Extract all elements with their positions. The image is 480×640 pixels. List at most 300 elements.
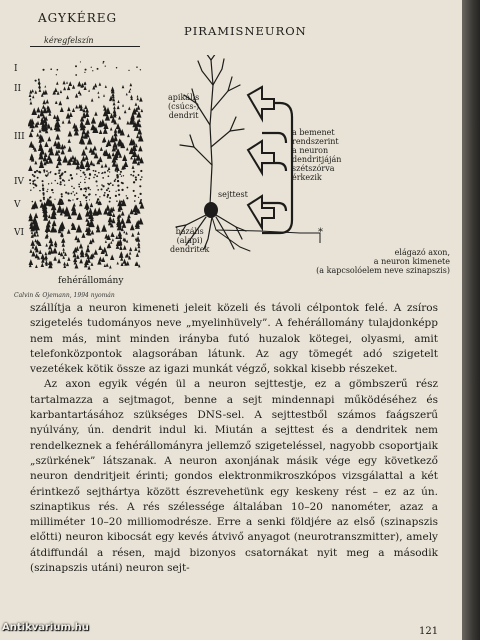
cortex-cell-mark [29,249,32,253]
cortex-cell-mark [68,130,73,136]
cortex-cell-mark [63,80,66,84]
cortex-cell-mark [90,189,91,190]
cortex-cell-mark [77,198,78,199]
cortex-cell-mark [123,161,128,167]
cortex-cell-mark [106,140,111,146]
cortex-cell-mark [109,171,110,172]
apical-label-line: apikális [168,93,200,102]
cortex-cell-mark [126,147,129,150]
cortex-cell-mark [67,229,71,234]
cortex-cell-mark [71,177,73,179]
cortex-cell-mark [103,94,105,97]
cortex-cell-mark [101,184,103,186]
cortex-cell-mark [48,172,49,173]
cortex-cell-mark [39,190,41,192]
cortex-cell-mark [139,185,141,187]
axon-label-line: a neuron kimenete [373,257,450,266]
cortex-cell-mark [136,66,138,68]
cortex-cell-mark [38,250,41,254]
cortex-cell-mark [42,99,46,104]
cortex-cell-mark [80,188,82,190]
cortex-cell-mark [128,70,129,71]
cortex-title: AGYKÉREG [38,11,118,25]
layer-label: IV [14,177,25,187]
white-matter-label: fehérállomány [58,276,124,286]
pyramidal-title: PIRAMISNEURON [184,24,307,38]
cortex-cell-mark [83,194,85,196]
cortex-cell-mark [118,116,121,120]
cortex-cell-mark [80,182,81,183]
cortex-cell-mark [49,196,51,198]
cortex-cell-mark [92,70,93,71]
cortex-cell-mark [97,189,99,191]
cortex-cell-mark [109,265,112,268]
cortex-cell-mark [78,184,80,186]
cortex-cell-mark [35,253,39,258]
cortex-cell-mark [45,175,47,177]
cortex-cell-mark [93,177,95,179]
cortex-cell-mark [87,244,90,247]
cortex-cell-mark [76,173,78,175]
cortex-cell-mark [116,174,118,176]
cortex-cell-mark [58,101,62,106]
cortex-cell-mark [89,147,93,153]
cortex-cell-mark [90,203,94,208]
cortex-cell-mark [121,176,122,177]
cortex-cell-mark [101,164,104,168]
cortex-cell-mark [84,182,86,184]
cortex-cell-mark [75,93,78,97]
cortex-cell-mark [91,238,94,242]
cortex-cell-mark [53,256,57,261]
cortex-cell-mark [59,221,65,229]
cortex-cell-mark [120,251,123,255]
cortex-cell-mark [32,174,34,176]
cortex-cell-mark [50,146,53,150]
apical-label-line: dendrit [168,111,199,120]
cortex-cell-mark [121,211,125,216]
cortex-cell-mark [29,183,31,185]
cortex-cell-mark [68,199,70,201]
cortex-cell-mark [42,189,44,191]
cortex-cell-mark [116,67,117,68]
cortex-cell-mark [34,239,37,242]
cortex-cell-mark [105,66,106,67]
cortex-cell-mark [140,170,142,172]
cortex-cell-mark [137,95,139,97]
cortex-cell-mark [30,101,33,105]
figure-credit: Calvin & Ojemann, 1994 nyomán [14,292,115,299]
cortex-cell-mark [140,179,142,181]
cortex-cell-mark [141,176,143,178]
cortex-cell-mark [79,243,83,248]
cortex-cell-mark [105,85,107,88]
cortex-cell-mark [120,171,122,173]
cortex-cell-mark [78,186,80,188]
cortex-cell-mark [140,69,141,70]
cortex-cell-mark [135,176,137,178]
cortex-cell-mark [60,107,64,112]
cortex-cell-mark [103,61,105,63]
cortex-cell-mark [117,180,119,182]
cortex-cell-mark [101,257,105,262]
cortex-cell-mark [94,174,96,176]
cortex-cell-mark [79,202,82,207]
basal-label-line: dendritek [170,245,210,254]
cortex-cell-mark [71,204,76,211]
cortex-cell-mark [36,107,40,113]
cortex-cell-mark [66,262,69,266]
cortex-cell-mark [129,247,132,251]
cortex-cell-mark [112,238,114,241]
cortex-cell-mark [50,68,52,70]
cortex-cell-mark [51,189,53,191]
cortex-cell-mark [52,192,53,193]
cortex-cell-mark [115,195,117,197]
cortex-cell-mark [31,108,37,115]
axon-label-line: (a kapcsolóelem neve szinapszis) [316,266,450,275]
cortex-cell-mark [113,106,116,110]
cortex-cell-mark [107,196,109,198]
cortex-cell-mark [129,83,132,86]
cortex-cell-mark [133,190,135,192]
cortex-cell-mark [72,85,75,89]
cortex-cell-mark [134,195,136,197]
cortex-cell-mark [99,196,100,197]
cortex-cell-mark [33,187,34,188]
cortex-cell-mark [31,89,34,92]
basal-label-line: bazális [175,227,204,236]
cortex-cell-mark [139,193,141,195]
cortex-cell-mark [72,199,73,200]
cortex-cell-mark [54,87,57,92]
cortex-cell-mark [55,134,60,140]
cortex-cell-mark [110,254,114,260]
cortex-cell-mark [101,224,107,232]
cortex-cell-mark [93,145,97,150]
cortex-cell-mark [115,170,117,172]
cortex-cell-mark [75,105,78,109]
cortex-cell-mark [126,197,128,199]
cortex-cell-mark [48,183,49,184]
cortex-cell-mark [44,252,47,256]
cortex-cell-mark [110,232,114,237]
cortex-cell-mark [112,184,114,186]
cortex-cell-mark [115,191,116,192]
cortex-cell-mark [63,262,66,266]
cortex-cell-mark [29,259,34,265]
cortex-cell-mark [107,194,109,196]
watermark: Antikvarium.hu [2,622,89,633]
cortex-cell-mark [32,181,34,183]
cortex-cell-mark [108,175,110,177]
cortex-cell-mark [35,265,38,269]
cortex-cell-mark [60,181,62,183]
cortex-cell-mark [91,98,94,101]
cortex-cell-mark [62,120,65,123]
cortex-cell-mark [32,201,34,203]
cortex-cell-mark [71,193,73,195]
cortex-cell-mark [47,189,48,190]
cortex-cell-mark [117,100,119,103]
cortex-cell-mark [56,74,57,75]
cortex-cell-mark [71,223,76,230]
cortex-cell-mark [85,187,87,189]
cortex-cell-mark [116,200,118,202]
cortex-cell-mark [49,237,53,243]
cortex-cell-mark [84,179,85,180]
cortex-cell-mark [119,173,121,175]
axon-label-line: elágazó axon, [394,248,450,257]
cortex-cell-mark [127,214,131,219]
cortex-cell-mark [107,187,109,189]
cortex-cell-mark [81,156,85,162]
cortex-cell-mark [54,240,58,245]
cortex-cell-mark [70,174,72,176]
cortex-cell-mark [138,197,139,198]
cortex-cell-mark [63,86,66,90]
cortex-cell-mark [67,257,70,261]
cortex-cell-mark [85,218,88,222]
cortex-cell-mark [78,90,81,94]
cortex-cell-mark [67,86,70,90]
cortex-cell-mark [91,230,95,235]
cortex-cell-mark [109,201,111,203]
cortex-cell-mark [65,191,67,193]
cortex-cell-mark [71,186,73,188]
cortex-cell-mark [89,199,90,200]
cortex-cell-mark [81,149,86,156]
cortex-cell-mark [60,90,62,93]
cortex-cell-mark [85,146,88,150]
cortex-cell-mark [95,194,97,196]
cortex-cell-mark [37,177,39,179]
layer-label: II [14,84,22,94]
cortex-cell-mark [103,194,105,196]
cortex-cell-mark [141,109,144,112]
cortex-cell-mark [129,251,131,254]
cortex-cell-mark [87,137,93,144]
cortex-cell-mark [114,180,116,182]
cortex-cell-mark [66,95,69,99]
basal-dendrite-label [170,227,209,254]
input-label-line: szétszórva [292,164,335,173]
cortex-cell-mark [34,171,36,173]
cortex-cell-mark [88,89,90,91]
cortex-cell-mark [138,249,141,253]
cortex-cell-mark [73,187,75,189]
cortex-cell-mark [47,136,51,141]
cortex-cell-mark [86,200,87,201]
cortex-cell-mark [44,152,48,157]
cortex-cell-mark [91,67,92,68]
cortex-cell-mark [30,240,35,246]
cortex-cell-mark [30,189,31,190]
cortex-cell-mark [113,102,116,106]
cortex-cell-mark [61,172,63,174]
paragraph: szállítja a neuron kimeneti jeleit közeli és távoli célpontok felé. A zsíros szigetelés tudományos neve „myelinhüvely”. A fehérállomány tulajdonképp nem más, mint minden irányba futó huzalok kötegei, olyasmi, amit telefonközpontok alagsorában látunk. Az agy tömegét adó szigetelt vezetékek kötik össze az igazi munkát végző, sokkal kisebb részeket. [30,302,438,376]
cortex-cell-mark [118,189,120,191]
cortex-cell-mark [43,198,45,200]
axon-label [282,248,450,275]
layer-label: VI [14,228,25,238]
cortex-cell-mark [80,61,81,62]
cortex-cell-mark [102,137,106,142]
cortex-cell-mark [116,163,119,167]
cortex-cell-mark [35,80,37,82]
cortex-layer-dots [28,52,146,270]
cortex-cell-mark [85,191,87,193]
cortex-cell-mark [91,262,94,266]
cortex-cell-mark [76,192,78,194]
cortex-cell-mark [85,176,87,178]
layer-label: I [14,64,18,74]
cortex-cell-mark [91,117,96,124]
cortex-cell-mark [79,258,83,263]
cortex-cell-mark [34,180,36,182]
cortex-cell-mark [129,88,131,90]
cortex-cell-mark [104,163,107,167]
body-text [30,301,438,576]
cortex-cell-mark [72,191,73,192]
cortex-cell-mark [75,74,77,76]
cortex-cell-mark [85,118,91,125]
cortex-cell-mark [118,194,120,196]
cortex-cell-mark [53,114,56,118]
cortex-cell-mark [82,172,84,174]
cortex-cell-mark [74,194,76,196]
cortex-cell-mark [61,238,65,243]
cortex-cell-mark [84,72,85,73]
cortex-cell-mark [69,112,73,117]
cortex-cell-mark [99,82,102,85]
cortex-cell-mark [132,175,134,177]
cortex-cell-mark [124,110,127,113]
cortex-cell-mark [117,105,120,109]
layer-label: V [14,200,21,210]
cortex-cell-mark [46,99,49,103]
cortex-cell-mark [113,131,117,137]
cortex-cell-mark [72,108,75,112]
cortex-cell-mark [58,251,61,255]
cortex-cell-mark [77,212,83,219]
cortex-cell-mark [39,171,41,173]
cortex-cell-mark [33,175,35,177]
cortex-cell-mark [107,170,109,172]
cortex-cell-mark [138,174,140,176]
cortex-cell-mark [105,240,107,243]
input-label-line: érkezik [292,173,322,182]
cortex-cell-mark [126,261,129,266]
cortex-cell-mark [104,233,108,238]
cortex-cell-mark [98,172,100,174]
cortex-cell-mark [94,249,98,255]
cortex-cell-mark [77,81,81,86]
cortex-cell-mark [126,195,127,196]
cortex-cell-mark [43,171,45,173]
cortex-cell-mark [100,147,103,151]
cortex-cell-mark [39,129,42,133]
cortex-cell-mark [64,171,66,173]
cortex-cell-mark [132,165,135,169]
cortex-cell-mark [134,200,136,202]
cortex-cell-mark [119,246,122,250]
cortex-cell-mark [110,127,113,130]
cortex-cell-mark [80,176,81,177]
cortex-cell-mark [67,192,69,194]
cortex-cell-mark [128,106,131,109]
cortex-cell-mark [44,141,48,147]
input-label-line: dendritjáján [292,155,342,164]
cortex-cell-mark [135,179,137,181]
cortex-cell-mark [46,170,48,172]
cortex-cell-mark [106,189,108,191]
cortex-cell-mark [112,213,115,217]
cortex-cell-mark [126,240,128,243]
cortex-cell-mark [49,172,51,174]
cortex-cell-mark [40,200,42,202]
cortex-cell-mark [55,180,56,181]
cortex-cell-mark [29,132,33,138]
cortex-cell-mark [102,172,104,174]
svg-text:*: * [318,227,323,238]
cortex-cell-mark [104,264,106,267]
cortex-cell-mark [81,233,85,238]
cortex-cell-mark [28,165,33,171]
cortex-cell-mark [115,179,117,181]
cortex-cell-mark [42,184,43,185]
cortex-cell-mark [133,171,135,173]
cortex-cell-mark [39,161,44,168]
cortex-cell-mark [76,224,82,232]
cortex-cell-mark [117,184,119,186]
cortex-cell-mark [29,179,31,181]
cortex-cell-mark [42,69,44,71]
cortex-cell-mark [135,102,138,105]
cortex-cell-mark [108,167,111,170]
cortex-cell-mark [75,65,77,67]
cortex-cell-mark [31,128,34,132]
cortex-cell-mark [98,96,100,98]
cortex-cell-mark [122,104,124,107]
cortex-cell-mark [80,170,81,171]
cortex-cell-mark [84,174,86,176]
cortex-cell-mark [117,262,119,265]
cortex-cell-mark [41,262,44,266]
cortex-cell-mark [122,85,125,88]
cortex-cell-mark [44,85,46,87]
input-label-line: a bemenet [292,128,335,137]
cortex-cell-mark [59,169,60,170]
cortex-cell-mark [29,93,32,97]
soma-label: sejttest [218,190,248,199]
cortex-cell-mark [32,95,34,98]
cortex-cell-mark [35,185,37,187]
cortex-cell-mark [36,121,39,125]
cortex-cell-mark [29,98,31,101]
cortex-cell-mark [136,253,139,257]
cortex-cell-mark [54,199,55,200]
cortex-cell-mark [110,182,112,184]
cortex-cell-mark [59,177,61,179]
cortex-cell-mark [61,149,65,155]
cortex-cell-mark [88,178,90,180]
paragraph: Az axon egyik végén ül a neuron sejttestje, ez a gömbszerű rész tartalmazza a sejtmagot, benne a sejt mindennapi működéséhez és karbantartásához szükséges DNS-sel. A sejttestből számos faágszerű nyúlvány, ún. dendrit indul ki. Miután a sejttest és a dendritek nem rendelkeznek a fehérállományra jellemző szigeteléssel, nagyobb csoportjaik „szürkének” látszanak. A neuron axonjának másik vége egy következő neuron dendritjeit érinti; gondos elektronmikroszkópos vizsgálattal a két érintkező sejthártya között észrevehetünk egy keskeny rést – ez az ún. szinaptikus rés. A rés szélessége általában 10–20 nanométer, azaz a milliméter 10–20 milliomodrésze. Erre a senki földjére az első (szinapszis előtti) neuron kibocsát egy kevés átvivő anyagot (neurotranszmitter), amely átdiffundál a résen, majd bizonyos csatornákat nyit meg a második (szinapszis utáni) neuron sejt- [30,378,438,575]
cortex-cell-mark [66,81,68,83]
cortex-cell-mark [123,245,127,250]
cortex-cell-mark [59,183,61,185]
cortex-cell-mark [68,146,72,152]
